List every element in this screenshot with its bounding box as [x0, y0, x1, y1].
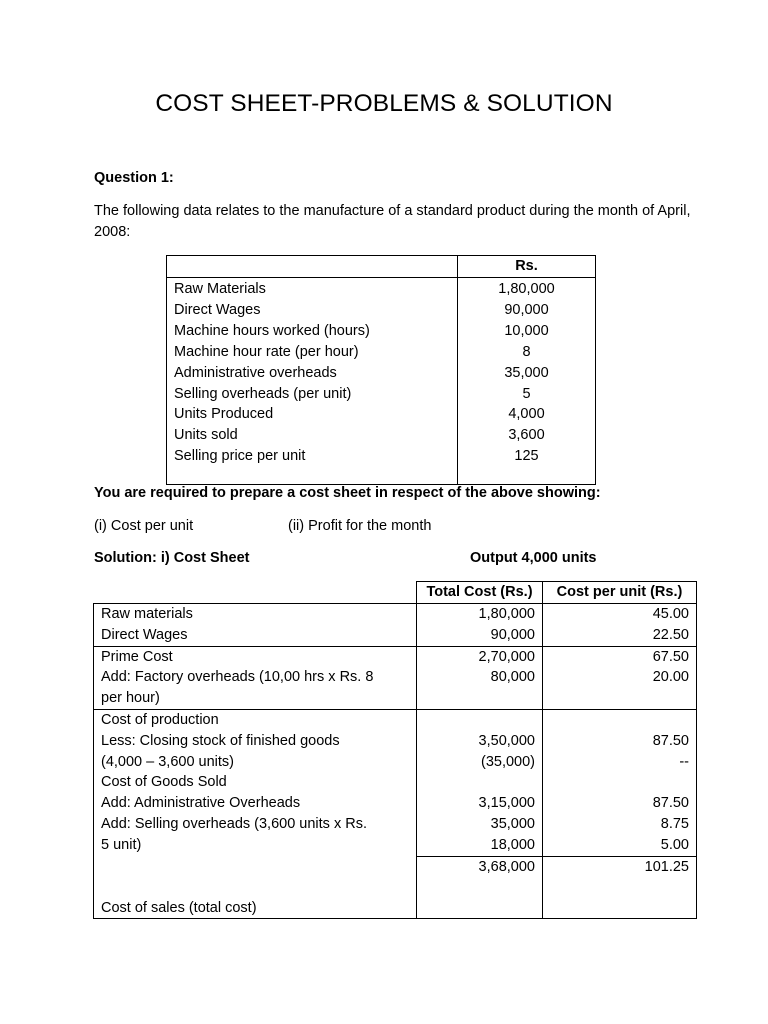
given-data-label: Administrative overheads [174, 364, 337, 381]
given-data-value: 125 [514, 448, 539, 465]
cost-sheet-per-unit-value: 87.50 [652, 795, 689, 812]
cost-sheet-per-unit [543, 709, 697, 856]
given-data-header-row [167, 256, 596, 278]
cost-sheet-label: Cost of Goods Sold [101, 774, 227, 791]
cost-sheet-label: per hour) [101, 690, 160, 707]
cost-sheet-total: 35,000 [490, 815, 535, 832]
requirement-parts [94, 518, 694, 534]
given-data-value: 10,000 [504, 322, 549, 339]
cost-sheet-per-unit [543, 604, 697, 647]
cost-sheet-per-unit-value: 5.00 [660, 836, 689, 853]
cost-sheet-totals [417, 709, 543, 856]
given-data-label: Units Produced [174, 406, 274, 423]
cost-sheet-labels [94, 604, 417, 647]
cost-sheet-spacer [550, 710, 689, 731]
cost-sheet-per-unit-value: 87.50 [652, 732, 689, 749]
cost-sheet-per-unit [543, 856, 697, 919]
given-data-header-blank [167, 256, 458, 278]
intro-text: The following data relates to the manufacture of a standard product during the month of April, 2008: [94, 203, 691, 240]
cost-sheet-total: 80,000 [490, 669, 535, 686]
given-data-label: Units sold [174, 427, 238, 444]
cost-sheet-spacer [424, 772, 535, 793]
cost-sheet-total: 3,15,000 [478, 795, 535, 812]
cost-sheet-group-production [94, 709, 697, 856]
given-data-value: 8 [522, 343, 531, 360]
cost-sheet-labels [94, 856, 417, 919]
cost-sheet-totals [417, 856, 543, 919]
cost-sheet-table [93, 581, 697, 919]
given-data-value: 3,600 [508, 427, 545, 444]
given-data-label: Machine hour rate (per hour) [174, 343, 359, 360]
cost-sheet-label: Add: Selling overheads (3,600 units x Rs. [101, 815, 367, 832]
given-data-labels [167, 278, 458, 485]
solution-heading [94, 550, 694, 566]
cost-sheet-total: (35,000) [480, 753, 535, 770]
given-data-value: 5 [522, 385, 531, 402]
cost-sheet-label: Less: Closing stock of finished goods [101, 732, 340, 749]
cost-sheet-spacer [101, 877, 409, 898]
cost-sheet-total: 2,70,000 [478, 648, 535, 665]
given-data-value: 90,000 [504, 301, 549, 318]
cost-sheet-total: 18,000 [490, 836, 535, 853]
cost-sheet-header-per-unit: Cost per unit (Rs.) [543, 582, 697, 604]
given-data-label: Direct Wages [174, 301, 261, 318]
cost-sheet-spacer [424, 710, 535, 731]
output-units: Output 4,000 units [470, 550, 597, 566]
given-data-value: 4,000 [508, 406, 545, 423]
given-data-label: Raw Materials [174, 281, 266, 297]
cost-sheet-label: Add: Factory overheads (10,00 hrs x Rs. 8 [101, 669, 374, 686]
cost-sheet-per-unit-value: 22.50 [652, 626, 689, 643]
requirement-text: You are required to prepare a cost sheet in respect of the above showing: [94, 485, 601, 501]
given-data-label: Machine hours worked (hours) [174, 322, 370, 339]
cost-sheet-label: Direct Wages [101, 626, 188, 643]
cost-sheet-labels [94, 709, 417, 856]
cost-sheet-per-unit [543, 646, 697, 709]
cost-sheet-label: Cost of sales (total cost) [101, 899, 257, 916]
cost-sheet-per-unit-value: 45.00 [652, 606, 689, 622]
question-heading: Question 1: [94, 170, 174, 186]
cost-sheet-group-prime-cost [94, 646, 697, 709]
cost-sheet-header-total: Total Cost (Rs.) [417, 582, 543, 604]
part-profit: (ii) Profit for the month [288, 518, 432, 534]
cost-sheet-per-unit-value: -- [679, 753, 689, 770]
given-data-value: 35,000 [504, 364, 549, 381]
given-data-header-value: Rs. [458, 256, 596, 278]
cost-sheet-label: Add: Administrative Overheads [101, 795, 301, 812]
cost-sheet-total: 1,80,000 [478, 606, 535, 622]
cost-sheet-per-unit-value: 101.25 [644, 858, 689, 875]
cost-sheet-total: 3,50,000 [478, 732, 535, 749]
cost-sheet-totals [417, 646, 543, 709]
cost-sheet-label: 5 unit) [101, 836, 142, 853]
cost-sheet-labels [94, 646, 417, 709]
cost-sheet-per-unit-value: 20.00 [652, 669, 689, 686]
given-data-table [166, 255, 596, 485]
cost-sheet-header-blank [94, 582, 417, 604]
given-data-values [458, 278, 596, 485]
cost-sheet-total: 3,68,000 [478, 858, 535, 875]
given-data-label: Selling overheads (per unit) [174, 385, 352, 402]
cost-sheet-per-unit-value: 67.50 [652, 648, 689, 665]
solution-label: Solution: i) Cost Sheet [94, 550, 250, 566]
cost-sheet-label: Prime Cost [101, 648, 173, 665]
cost-sheet-spacer [550, 772, 689, 793]
cost-sheet-label: (4,000 – 3,600 units) [101, 753, 235, 770]
cost-sheet-group-prime-inputs [94, 604, 697, 647]
cost-sheet-label: Raw materials [101, 606, 193, 622]
cost-sheet-label: Cost of production [101, 711, 219, 728]
given-data-body-row [167, 278, 596, 485]
cost-sheet-total: 90,000 [490, 626, 535, 643]
cost-sheet-per-unit-value: 8.75 [660, 815, 689, 832]
cost-sheet-group-cost-of-sales [94, 856, 697, 919]
cost-sheet-spacer [101, 856, 409, 877]
page-title: COST SHEET-PROBLEMS & SOLUTION [155, 90, 613, 117]
part-cost-per-unit: (i) Cost per unit [94, 518, 194, 534]
cost-sheet-totals [417, 604, 543, 647]
given-data-value: 1,80,000 [498, 281, 555, 297]
given-data-label: Selling price per unit [174, 448, 306, 465]
cost-sheet-header-row [94, 582, 697, 604]
